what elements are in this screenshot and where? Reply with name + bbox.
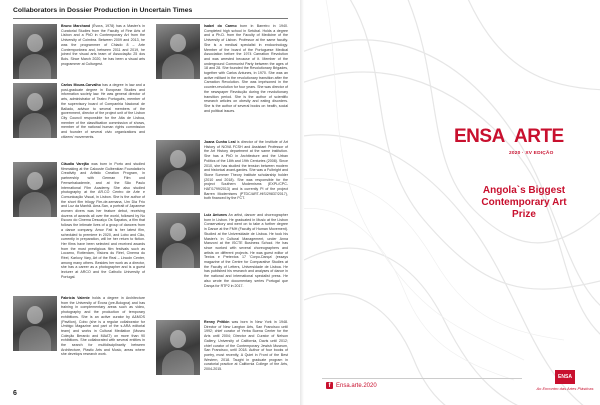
bio-block — [61, 24, 145, 66]
sponsor-logo — [534, 370, 596, 391]
page-number: 6 — [13, 390, 17, 397]
logo-word-ensa: ENSA — [454, 126, 505, 147]
bio-text: was born in New York in 1948. Director of New Langton Arts, San Francisco until 1992; chief curator of Yerba Buena Center for the Arts until 2004; Director and Curator of Nelson Gallery, University of California, Davis until 2012; chief curator of the Contemporary Jewish Museum, San Francisco, until 2018. Author of four books of poetry, most recently, A Quiet in Front of the Best Western, 2018. Taught in graduate program in curatorial practice at California College of the Arts, 2004-2015. — [204, 320, 288, 372]
bio-text: was born in Porto and studied filmmaking at the Calouste Gulbenkian Foundation's Creativity and Artistic Creation Program, in partnership with German Film und Fernsehakademie, and at the São Paulo International Film Academy. She also studied photography at the AR.CO Centro de Arte e Comunicação Visual, in Lisbon. She is the author of the short film trilogy Fim-de-semana, Um Dia Frio and Luz da Manhã. Ama-San, a portrait of Japanese women divers was her feature debut, receiving dozens of awards all over the world, followed by No Escuro do Cinema Descalço Os Sapatos, a film that follows the intimate lives of a group of dancers from a dance company. Amor Fati is her latest film, scheduled to premiere in 2020, and Lobo and Cão, currently in preparation, will be her return to fiction. Her films have been selected and received awards from the most prestigious film festivals such as Locarno, Rotterdam, Visions du Réel, Cinema du Réel, Karlovy Vary, Art of the Real – Lincoln Center, among many others. Besides her work as a director, she has a career as a photographer and is a guest lecturer at ARCO and the Catholic University of Portugal. — [61, 162, 146, 279]
social-handle: Ensa.arte.2020 — [336, 382, 377, 389]
bio-name: Carlos Moura-Carvalho — [61, 83, 101, 87]
bio-name: Luiz Antunes — [204, 213, 227, 217]
bio-text: is director of the Institute of Art History of NOVA FCSH and Assistant Professor of the Art History department at the same institution. She has a PhD in Architecture and the Urban Politics of the 18th and 19th Centuries (2008). Since 2010, she has studied the tension between modern and historical avant-gardes. She was a Fulbright and Stone Summer Theory Institute scholarship holder (2010 and 2018). She was responsible for the project Southern Modernisms (EXPL/CPC-HAT/1799/2013) and is currently PI of the project Barren Modernisms (PTDC/ART-HIS/29837/2017), both financed by the FCT. — [204, 140, 288, 201]
bio-block — [61, 296, 145, 357]
right-page — [304, 0, 600, 405]
bio-text: holds a degree in Architecture from the University of Évora (pre-Bologna) and has training in complementary areas such as video, photography and the production of temporary exhibitions. She is an active curator by A&MOS (Pavilion), Cobo (she is a regular collaborator for Umbigo Magazine and part of the s.ARA editorial team) and works in Cultural Mediation (Museu Coleção Berardo and MAAT) on more than 90 exhibitions. She collaborated with several entities in the search for multidisciplinarity between Architecture, Plastic Arts and Music, areas where she develops research work. — [61, 296, 146, 357]
portrait-photo — [13, 83, 57, 138]
portrait-photo — [13, 162, 57, 217]
title-rule — [13, 18, 288, 19]
bio-name: Bruno Marchand — [61, 24, 91, 28]
social-link[interactable] — [326, 382, 377, 389]
sponsor-slogan: Ao Encontro das Artes Plásticas — [536, 386, 594, 391]
bio-text: born in Barreiro in 1940. Completed high school in Setúbal. Holds a degree and a Ph.D. from the Faculty of Medicine of the University of Lisbon. Professor at the same faculty. She is a medical specialist in endocrinology. Member of the board of the Portuguese Medical Association before the 1974 Carnation Revolution and was arrested because of it. Member of the underground Communist Party between the ages of 18 and 28. She founded the Revolutionary Brigades, together with Carlos Antunes, in 1970. She was an active militant in the revolutionary transition after the Carnation Revolution. She was imprisoned in the counter-revolution for four years. She was director of the newspaper Revolução during the revolutionary transition period. She is the author of scientific research articles on obesity and eating disorders. She is the author of several books on health, social and political issues. — [204, 24, 288, 113]
page-title: Collaborators in Dossier Production in Uncertain Times — [13, 7, 193, 14]
portrait-photo — [13, 24, 57, 79]
bio-block — [204, 213, 288, 288]
portrait-photo — [156, 24, 200, 79]
bio-name: Isabel do Carmo — [204, 24, 237, 28]
bio-name: Joana Cunha Leal — [204, 140, 236, 144]
portrait-photo — [13, 296, 57, 351]
ensa-arte-logo — [454, 120, 574, 165]
bio-block — [204, 140, 288, 201]
bio-name: Fabrícia Valente — [61, 296, 90, 300]
footer-rule — [322, 378, 522, 379]
bio-text: An artist, dancer and choreographer born in Lisbon. He graduated in Music at the Lisbon Conservatory and went on to take a further degree in Dance at the FMH (Faculty of Human Movement). Studied at the Universidade de Lisboa. He took his Master's in Cultural Management, under Anna Manzoni at the ISCTE Business School. He has since worked with several choreographers and artists on different projects. He was guest editor of Textos e Pretextos 17 'Corpo-Dança' (essays magazine of the Centre for Comparative Studies at the Faculty of Letters, Universidade de Lisboa. He has published his research and analyses of dance in the national and international specialist press. He also wrote the documentary series Portugal que Dança for RTP2 in 2017. — [204, 213, 288, 288]
bio-name: Renny Pritikin — [204, 320, 230, 324]
facebook-icon: f — [326, 382, 333, 389]
portrait-photo — [156, 140, 200, 195]
prize-tagline: Angola`s Biggest Contemporary Art Prize — [481, 185, 567, 220]
bio-block — [61, 83, 145, 139]
bio-block — [204, 24, 288, 113]
bio-block — [61, 162, 145, 280]
logo-word-arte: ARTE — [514, 126, 564, 147]
logo-edition: 2020 · XV EDIÇÃO — [509, 151, 554, 156]
bio-text: (Évora, 1978) has a Master's in Curatorial Studies from the Faculty of Fine Arts of Lisbon and a PhD in Contemporary Art from the University of Coimbra. Between 2009 and 2013, he was the programmer of Chiado 8 – Arte Contemporânea and, between 2011 and 2019, he joined the visual arts team of Associação 25 dos Bois. Since March 2020, he has been a visual arts programmer at Culturgest. — [61, 24, 146, 66]
portrait-photo — [156, 320, 200, 375]
portrait-photo — [156, 213, 200, 268]
bio-name: Cláudia Varejão — [61, 162, 90, 166]
sponsor-mark: ENSA — [555, 370, 575, 384]
bio-text: has a degree in law and a post-graduate degree in European Studies and information society law. He was general director of arts, administrator of Teatro Português, member of the supervisory board of Companhia Nacional de Bailado, advisor to several members of the government, director of the project unit of the Lisbon City Council responsible for the Alta de Lisboa, member of the classification commission of shows, member of the national human rights commission and founder of several civic organizations and citizens' movements. — [61, 83, 145, 139]
bio-block — [204, 320, 288, 372]
